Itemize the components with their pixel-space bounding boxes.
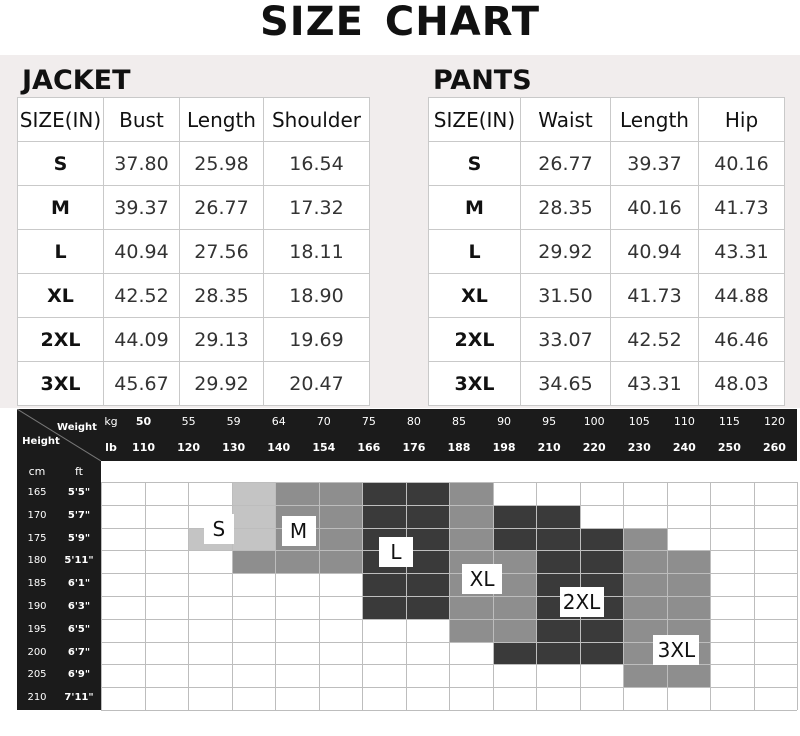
height-ft-value: 5'9" — [67, 532, 91, 544]
height-cm-value: 175 — [27, 532, 47, 544]
column-header: Length — [180, 98, 264, 142]
height-weight-size-chart — [17, 409, 797, 710]
size-zone-cell-xl — [449, 482, 493, 505]
size-zone-cell-xl — [493, 619, 537, 642]
measurement-cell: 28.35 — [180, 274, 264, 318]
height-ft-value: 5'7" — [67, 509, 91, 521]
weight-kg-value: 50 — [135, 415, 152, 428]
corner-height-label: Height — [22, 436, 60, 447]
measurement-cell: 20.47 — [264, 362, 370, 406]
size-zone-cell-xl — [449, 619, 493, 642]
size-zone-cell-m — [232, 550, 276, 573]
height-cm-value: 180 — [27, 555, 47, 567]
measurement-cell: 33.07 — [521, 318, 611, 362]
size-zone-cell-2xl — [493, 505, 537, 528]
grid-line — [101, 550, 797, 551]
size-zone-cell-l — [406, 505, 450, 528]
measurement-cell: 43.31 — [699, 230, 785, 274]
weight-lb-value: 260 — [762, 441, 786, 454]
measurement-cell: 39.37 — [611, 142, 699, 186]
measurement-cell: 40.94 — [611, 230, 699, 274]
height-ft-value: 6'1" — [67, 578, 91, 590]
jacket-size-table — [17, 97, 370, 406]
measurement-cell: 37.80 — [104, 142, 180, 186]
size-cell: 2XL — [18, 318, 104, 362]
weight-kg-value: 55 — [181, 415, 196, 428]
size-zone-cell-xl — [449, 528, 493, 551]
height-cm-value: 170 — [27, 509, 47, 521]
column-header: Hip — [699, 98, 785, 142]
weight-kg-value: 100 — [583, 415, 605, 428]
size-zone-cell-xl — [493, 596, 537, 619]
size-cell: S — [18, 142, 104, 186]
weight-lb-value: 250 — [717, 441, 741, 454]
measurement-cell: 25.98 — [180, 142, 264, 186]
size-zone-cell-l — [362, 482, 406, 505]
size-zone-cell-3xl — [623, 664, 667, 687]
column-header: SIZE(IN) — [18, 98, 104, 142]
height-cm-value: 195 — [27, 623, 47, 635]
measurement-cell: 18.11 — [264, 230, 370, 274]
size-zone-cell-2xl — [580, 642, 624, 665]
unit-lb: lb — [105, 441, 117, 454]
height-cm-value: 205 — [27, 669, 47, 681]
size-zone-cell-l — [406, 573, 450, 596]
size-zone-cell-m — [319, 550, 363, 573]
size-zone-cell-l — [362, 505, 406, 528]
column-header: SIZE(IN) — [429, 98, 521, 142]
table-row — [429, 318, 785, 362]
table-header-row — [18, 98, 370, 142]
weight-lb-value: 130 — [222, 441, 246, 454]
size-zone-cell-3xl — [623, 573, 667, 596]
size-zone-cell-s — [232, 528, 276, 551]
column-header: Shoulder — [264, 98, 370, 142]
size-cell: L — [429, 230, 521, 274]
size-zone-cell-l — [362, 596, 406, 619]
size-zone-cell-2xl — [493, 642, 537, 665]
measurement-cell: 28.35 — [521, 186, 611, 230]
measurement-cell: 41.73 — [699, 186, 785, 230]
table-header-row — [429, 98, 785, 142]
size-zone-cell-2xl — [536, 619, 580, 642]
table-row — [18, 142, 370, 186]
size-zone-cell-s — [232, 482, 276, 505]
unit-kg: kg — [104, 415, 118, 428]
size-zone-cell-l — [362, 573, 406, 596]
measurement-cell: 42.52 — [104, 274, 180, 318]
size-zone-cell-3xl — [667, 596, 711, 619]
size-zone-cell-s — [232, 505, 276, 528]
measurement-cell: 29.92 — [180, 362, 264, 406]
table-row — [429, 274, 785, 318]
table-row — [18, 230, 370, 274]
size-zone-cell-2xl — [493, 528, 537, 551]
size-zone-cell-2xl — [580, 550, 624, 573]
grid-line — [101, 596, 797, 597]
weight-kg-value: 95 — [542, 415, 557, 428]
weight-lb-value: 166 — [357, 441, 381, 454]
table-row — [18, 186, 370, 230]
pants-title: PANTS — [433, 65, 532, 96]
size-zone-cell-3xl — [667, 550, 711, 573]
measurement-cell: 26.77 — [180, 186, 264, 230]
weight-lb-value: 220 — [582, 441, 606, 454]
weight-kg-value: 105 — [628, 415, 650, 428]
table-row — [18, 274, 370, 318]
weight-kg-value: 59 — [226, 415, 241, 428]
size-zone-cell-m — [319, 505, 363, 528]
table-row — [429, 230, 785, 274]
height-cm-value: 185 — [27, 578, 47, 590]
corner-weight-label: Weight — [57, 422, 97, 433]
weight-kg-value: 110 — [673, 415, 695, 428]
size-cell: 3XL — [429, 362, 521, 406]
height-ft-value: 6'3" — [67, 601, 91, 612]
weight-lb-value: 140 — [267, 441, 291, 454]
table-row — [429, 142, 785, 186]
grid-line — [797, 482, 798, 710]
measurement-cell: 44.88 — [699, 274, 785, 318]
weight-kg-value: 80 — [406, 415, 421, 428]
size-zone-cell-2xl — [536, 550, 580, 573]
grid-line — [101, 505, 797, 506]
measurement-cell: 29.92 — [521, 230, 611, 274]
measurement-cell: 46.46 — [699, 318, 785, 362]
grid-line — [101, 710, 797, 711]
height-ft-value: 5'5" — [67, 487, 91, 498]
weight-lb-value: 176 — [402, 441, 426, 454]
column-header: Waist — [521, 98, 611, 142]
measurement-cell: 40.16 — [611, 186, 699, 230]
size-zone-cell-2xl — [580, 619, 624, 642]
weight-lb-value: 154 — [312, 441, 336, 454]
size-zone-cell-3xl — [623, 596, 667, 619]
size-zone-cell-2xl — [536, 642, 580, 665]
measurement-cell: 45.67 — [104, 362, 180, 406]
weight-lb-value: 240 — [672, 441, 696, 454]
weight-kg-value: 85 — [451, 415, 466, 428]
pants-size-table — [428, 97, 785, 406]
weight-lb-value: 110 — [132, 441, 156, 454]
size-cell: 3XL — [18, 362, 104, 406]
height-cm-value: 190 — [27, 601, 47, 612]
size-zone-cell-l — [406, 482, 450, 505]
weight-lb-value: 198 — [492, 441, 516, 454]
size-zone-cell-2xl — [536, 505, 580, 528]
height-ft-value: 5'11" — [64, 555, 94, 567]
table-row — [429, 362, 785, 406]
unit-cm: cm — [28, 465, 46, 478]
measurement-cell: 44.09 — [104, 318, 180, 362]
size-zone-label: L — [379, 537, 413, 567]
size-zone-cell-3xl — [667, 573, 711, 596]
height-cm-value: 200 — [27, 646, 47, 658]
weight-lb-value: 188 — [447, 441, 471, 454]
column-header: Length — [611, 98, 699, 142]
height-ft-value: 6'5" — [67, 623, 91, 635]
measurement-cell: 19.69 — [264, 318, 370, 362]
column-header: Bust — [104, 98, 180, 142]
size-zone-cell-3xl — [623, 528, 667, 551]
height-cm-value: 165 — [27, 487, 47, 498]
measurement-cell: 29.13 — [180, 318, 264, 362]
size-zone-label: M — [282, 516, 316, 546]
table-row — [18, 362, 370, 406]
table-row — [18, 318, 370, 362]
measurement-cell: 48.03 — [699, 362, 785, 406]
weight-kg-value: 120 — [763, 415, 785, 428]
weight-kg-value: 64 — [271, 415, 286, 428]
weight-kg-value: 115 — [718, 415, 740, 428]
size-zone-cell-m — [319, 528, 363, 551]
size-cell: M — [429, 186, 521, 230]
size-zone-cell-2xl — [536, 528, 580, 551]
weight-kg-value: 90 — [497, 415, 512, 428]
height-ft-value: 6'7" — [67, 646, 91, 658]
size-zone-cell-m — [275, 482, 319, 505]
measurement-cell: 43.31 — [611, 362, 699, 406]
size-zone-cell-m — [319, 482, 363, 505]
size-zone-cell-l — [406, 596, 450, 619]
table-row — [429, 186, 785, 230]
measurement-cell: 26.77 — [521, 142, 611, 186]
grid-line — [101, 482, 797, 483]
measurement-cell: 40.94 — [104, 230, 180, 274]
size-cell: S — [429, 142, 521, 186]
size-cell: XL — [429, 274, 521, 318]
measurement-cell: 16.54 — [264, 142, 370, 186]
size-zone-cell-3xl — [623, 550, 667, 573]
height-cm-value: 210 — [27, 692, 47, 704]
size-zone-label: 3XL — [653, 635, 699, 665]
measurement-cell: 27.56 — [180, 230, 264, 274]
page-title: SIZE CHART — [259, 0, 541, 45]
size-cell: 2XL — [429, 318, 521, 362]
size-cell: M — [18, 186, 104, 230]
measurement-cell: 18.90 — [264, 274, 370, 318]
size-zone-cell-xl — [449, 505, 493, 528]
measurement-cell: 41.73 — [611, 274, 699, 318]
size-zone-cell-3xl — [667, 664, 711, 687]
height-ft-value: 6'9" — [67, 669, 91, 681]
measurement-cell: 34.65 — [521, 362, 611, 406]
measurement-cell: 42.52 — [611, 318, 699, 362]
size-zone-cell-2xl — [580, 528, 624, 551]
jacket-title: JACKET — [22, 65, 131, 96]
size-zone-cell-m — [275, 550, 319, 573]
unit-ft: ft — [75, 465, 83, 478]
size-zone-cell-xl — [449, 596, 493, 619]
grid-line — [101, 619, 797, 620]
weight-lb-value: 230 — [627, 441, 651, 454]
measurement-cell: 17.32 — [264, 186, 370, 230]
grid-line — [101, 573, 797, 574]
weight-lb-value: 120 — [177, 441, 201, 454]
size-zone-label: XL — [462, 564, 502, 594]
weight-lb-value: 210 — [537, 441, 561, 454]
measurement-cell: 31.50 — [521, 274, 611, 318]
size-cell: L — [18, 230, 104, 274]
measurement-cell: 40.16 — [699, 142, 785, 186]
size-cell: XL — [18, 274, 104, 318]
size-zone-label: 2XL — [560, 587, 604, 617]
grid-line — [101, 687, 797, 688]
weight-kg-value: 75 — [361, 415, 376, 428]
weight-kg-value: 70 — [316, 415, 331, 428]
height-ft-value: 7'11" — [64, 692, 94, 704]
size-zone-label: S — [204, 514, 234, 544]
measurement-cell: 39.37 — [104, 186, 180, 230]
